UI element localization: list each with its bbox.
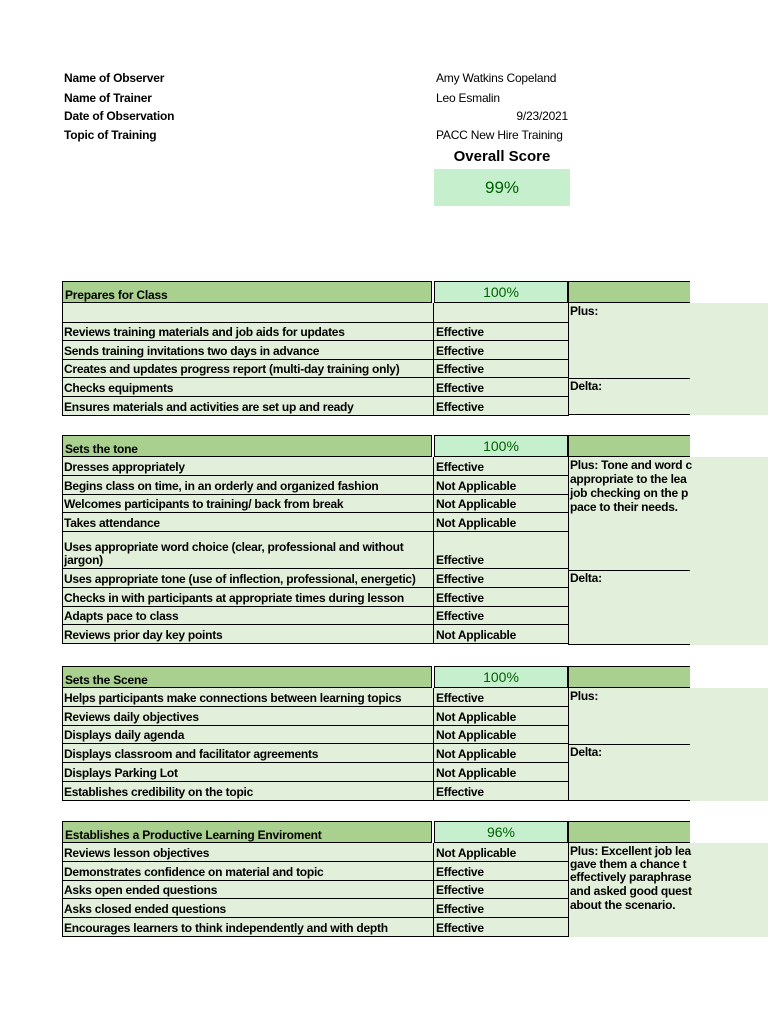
table-row — [62, 513, 569, 532]
criterion-rating: Effective — [434, 457, 569, 475]
section-header-extra — [568, 435, 690, 457]
criterion-rating: Not Applicable — [434, 763, 569, 781]
section-header — [62, 435, 690, 458]
table-row — [62, 744, 569, 763]
observer-value: Amy Watkins Copeland — [436, 71, 557, 85]
criterion-label: Takes attendance — [63, 513, 434, 531]
table-row — [62, 303, 569, 323]
criterion-label: Displays classroom and facilitator agreements — [63, 744, 434, 762]
section-score: 96% — [434, 821, 568, 843]
criterion-rating: Effective — [434, 397, 569, 415]
criterion-label: Creates and updates progress report (multi-day training only) — [63, 360, 434, 377]
table-row — [62, 862, 569, 881]
delta-note: Delta: — [570, 745, 602, 759]
criterion-label: Dresses appropriately — [63, 457, 434, 475]
criterion-rating: Not Applicable — [434, 495, 569, 512]
section-header-extra — [568, 666, 690, 688]
section-score: 100% — [434, 281, 568, 303]
plus-note-line: and asked good quest — [570, 884, 692, 898]
section-title: Prepares for Class — [62, 281, 432, 303]
section-header — [62, 281, 690, 304]
table-row — [62, 707, 569, 726]
criterion-label: Uses appropriate tone (use of inflection, professional, energetic) — [63, 569, 434, 587]
criterion-rating: Effective — [434, 360, 569, 377]
table-row — [62, 341, 569, 360]
criterion-label: Displays Parking Lot — [63, 763, 434, 781]
table-row — [62, 378, 569, 397]
section-title: Sets the tone — [62, 435, 432, 457]
criteria-rows — [62, 843, 569, 937]
criterion-rating: Not Applicable — [434, 726, 569, 743]
section-header — [62, 666, 690, 689]
criterion-rating: Effective — [434, 782, 569, 800]
criterion-rating: Effective — [434, 378, 569, 396]
criterion-label: Ensures materials and activities are set up and ready — [63, 397, 434, 415]
section-score: 100% — [434, 666, 568, 688]
date-label: Date of Observation — [64, 109, 175, 123]
section-title: Sets the Scene — [62, 666, 432, 688]
plus-note: Plus: — [570, 689, 599, 703]
observer-label: Name of Observer — [64, 71, 165, 85]
criterion-rating: Effective — [434, 569, 569, 587]
table-row — [62, 360, 569, 378]
criterion-label: Reviews prior day key points — [63, 625, 434, 643]
table-row — [62, 763, 569, 782]
plus-note-line: Plus: Tone and word c — [570, 458, 692, 472]
trainer-value: Leo Esmalin — [436, 91, 500, 105]
criterion-rating: Effective — [434, 588, 569, 606]
criterion-label: Sends training invitations two days in advance — [63, 341, 434, 359]
table-row — [62, 588, 569, 607]
delta-note: Delta: — [570, 571, 602, 585]
criterion-label: Encourages learners to think independently and with depth — [63, 918, 434, 936]
criterion-rating: Effective — [434, 323, 569, 340]
criterion-label: Asks closed ended questions — [63, 899, 434, 917]
table-row — [62, 918, 569, 937]
overall-score-value: 99% — [434, 169, 570, 206]
table-row — [62, 397, 569, 416]
criteria-rows — [62, 688, 569, 801]
criterion-label: Adapts pace to class — [63, 607, 434, 624]
table-row — [62, 881, 569, 899]
section-header-extra — [568, 821, 690, 843]
criterion-rating: Not Applicable — [434, 513, 569, 531]
table-row — [62, 323, 569, 341]
table-row — [62, 843, 569, 862]
criterion-label: Welcomes participants to training/ back from break — [63, 495, 434, 512]
criteria-rows — [62, 457, 569, 644]
table-row — [62, 495, 569, 513]
section-title: Establishes a Productive Learning Enviroment — [62, 821, 432, 843]
table-row — [62, 569, 569, 588]
criterion-rating: Effective — [434, 688, 569, 706]
section-score: 100% — [434, 435, 568, 457]
criterion-rating: Not Applicable — [434, 625, 569, 643]
criterion-label: Uses appropriate word choice (clear, professional and without jargon) — [63, 532, 434, 568]
criterion-label: Checks in with participants at appropriate times during lesson — [63, 588, 434, 606]
criterion-label: Helps participants make connections between learning topics — [63, 688, 434, 706]
criterion-label: Checks equipments — [63, 378, 434, 396]
section-header — [62, 821, 690, 844]
criterion-rating: Effective — [434, 918, 569, 936]
criterion-label: Reviews training materials and job aids for updates — [63, 323, 434, 340]
trainer-label: Name of Trainer — [64, 91, 152, 105]
criterion-label: Begins class on time, in an orderly and organized fashion — [63, 476, 434, 494]
plus-note-line: effectively paraphrase — [570, 870, 692, 884]
table-row — [62, 688, 569, 707]
plus-note-line: about the scenario. — [570, 898, 676, 912]
plus-note-line: Plus: Excellent job lea — [570, 844, 691, 858]
criterion-rating: Effective — [434, 862, 569, 880]
criterion-label: Reviews daily objectives — [63, 707, 434, 725]
criterion-label: Reviews lesson objectives — [63, 843, 434, 861]
notes-panel — [568, 688, 768, 801]
overall-score-title: Overall Score — [453, 148, 551, 165]
criterion-rating: Not Applicable — [434, 843, 569, 861]
criterion-rating: Not Applicable — [434, 707, 569, 725]
criteria-rows — [62, 303, 569, 416]
table-row — [62, 457, 569, 476]
notes-panel — [568, 457, 768, 645]
criterion-rating: Effective — [434, 881, 569, 898]
table-row — [62, 726, 569, 744]
criterion-rating: Effective — [434, 607, 569, 624]
notes-panel — [568, 303, 768, 415]
criterion-rating: Effective — [434, 532, 569, 568]
table-row — [62, 782, 569, 801]
section-header-extra — [568, 281, 690, 303]
criterion-label: Asks open ended questions — [63, 881, 434, 898]
table-row — [62, 532, 569, 569]
criterion-label: Demonstrates confidence on material and topic — [63, 862, 434, 880]
criterion-rating: Not Applicable — [434, 476, 569, 494]
plus-note: Plus: — [570, 304, 599, 318]
plus-note-line: gave them a chance t — [570, 857, 687, 871]
table-row — [62, 625, 569, 644]
topic-label: Topic of Training — [64, 128, 157, 142]
delta-note: Delta: — [570, 379, 602, 393]
table-row — [62, 899, 569, 918]
criterion-label: Displays daily agenda — [63, 726, 434, 743]
criterion-rating: Not Applicable — [434, 744, 569, 762]
date-value: 9/23/2021 — [516, 109, 568, 123]
topic-value: PACC New Hire Training — [436, 128, 563, 142]
plus-note-line: pace to their needs. — [570, 500, 678, 514]
plus-note-line: job checking on the p — [570, 486, 689, 500]
table-row — [62, 476, 569, 495]
table-row — [62, 607, 569, 625]
criterion-rating: Effective — [434, 341, 569, 359]
notes-panel — [568, 843, 768, 937]
plus-note-line: appropriate to the lea — [570, 472, 687, 486]
criterion-label: Establishes credibility on the topic — [63, 782, 434, 800]
criterion-rating: Effective — [434, 899, 569, 917]
